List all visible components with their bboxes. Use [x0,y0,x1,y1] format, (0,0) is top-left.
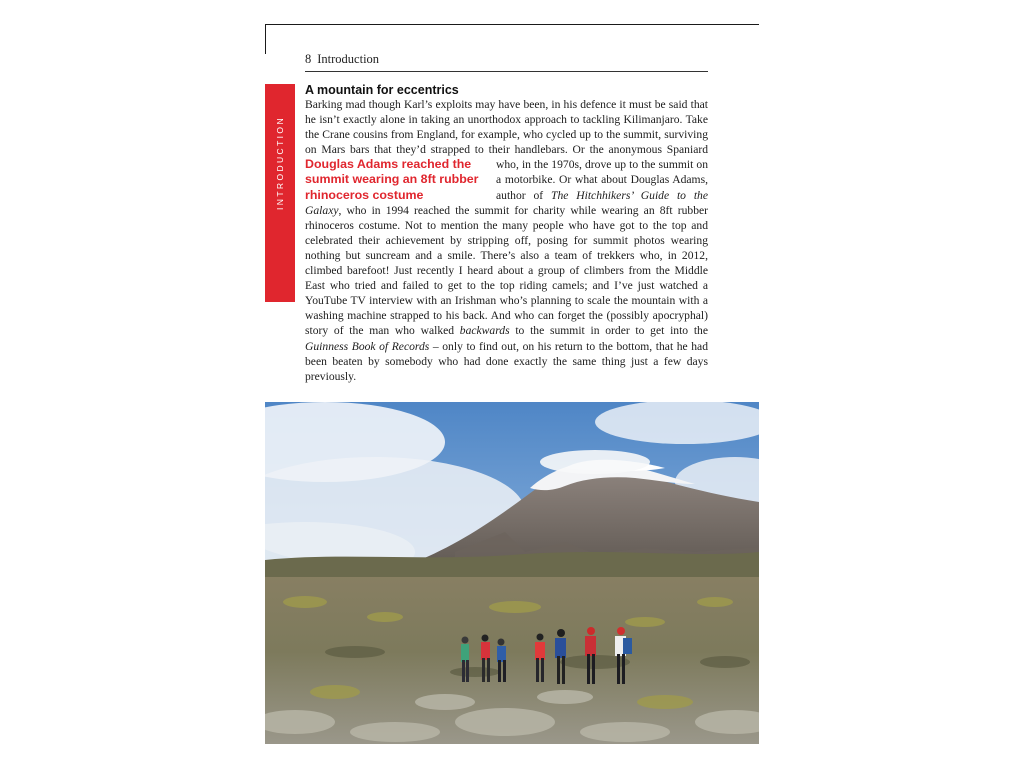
body-text-part-4: – only to find out, on his return to the bottom, that he had been beaten by somebody who had done exactly the same thing just a few days previously. [305,339,709,383]
page-left-border [265,24,266,54]
body-paragraph [305,97,708,384]
kilimanjaro-trekkers-photo [265,402,759,744]
book-title-hitchhikers: The Hitchhikers’ Guide to the Galaxy [305,188,708,217]
page-top-border [265,24,759,25]
italic-backwards: backwards [459,324,510,338]
running-head [305,52,708,72]
body-text-part-2: , who in 1994 reached the summit for charity while wearing an 8ft rubber rhinoceros costume. Not to mention the many people who have got to the top and celebrated their achievement by stripping off, posing for summit photos wearing nothing but suncream and a smile. There’s also a team of trekkers who, in 2012, climbed barefoot! Just recently I heard about a group of climbers from the Middle East who tried and failed to get to the top riding camels; and I’ve just watched a YouTube TV interview with an Irishman who’s planning to scale the mountain with a washing machine strapped to his back. And who can forget the (possibly apocryphal) story of the man who walked [305,203,708,338]
body-text-part-1b: Or the anonymous Spaniard who, in the 1970s, drove up to the summit on a motorbike. Or what about Douglas Adams, author of [496,143,708,202]
running-head-section: Introduction [317,52,380,66]
page-number: 8 [305,52,312,66]
body-text-part-1: Barking mad though Karl’s exploits may have been, in his defence it must be said that he isn’t exactly alone in taking an unorthodox approach to tackling Kilimanjaro. Take the Crane cousins from England, for example, who cycled up to the summit, surviving on Mars bars that they’d strapped to their handlebars. [305,98,708,157]
book-title-guinness: Guinness Book of Records [305,339,430,353]
side-tab-label: INTRODUCTION [275,116,285,210]
section-heading: A mountain for eccentrics [305,83,459,97]
pull-quote: Douglas Adams reached the summit wearing an 8ft rubber rhinoceros costume [305,157,479,202]
chapter-side-tab [265,84,295,302]
body-text-part-3: to the summit in order to get into the [509,324,708,338]
